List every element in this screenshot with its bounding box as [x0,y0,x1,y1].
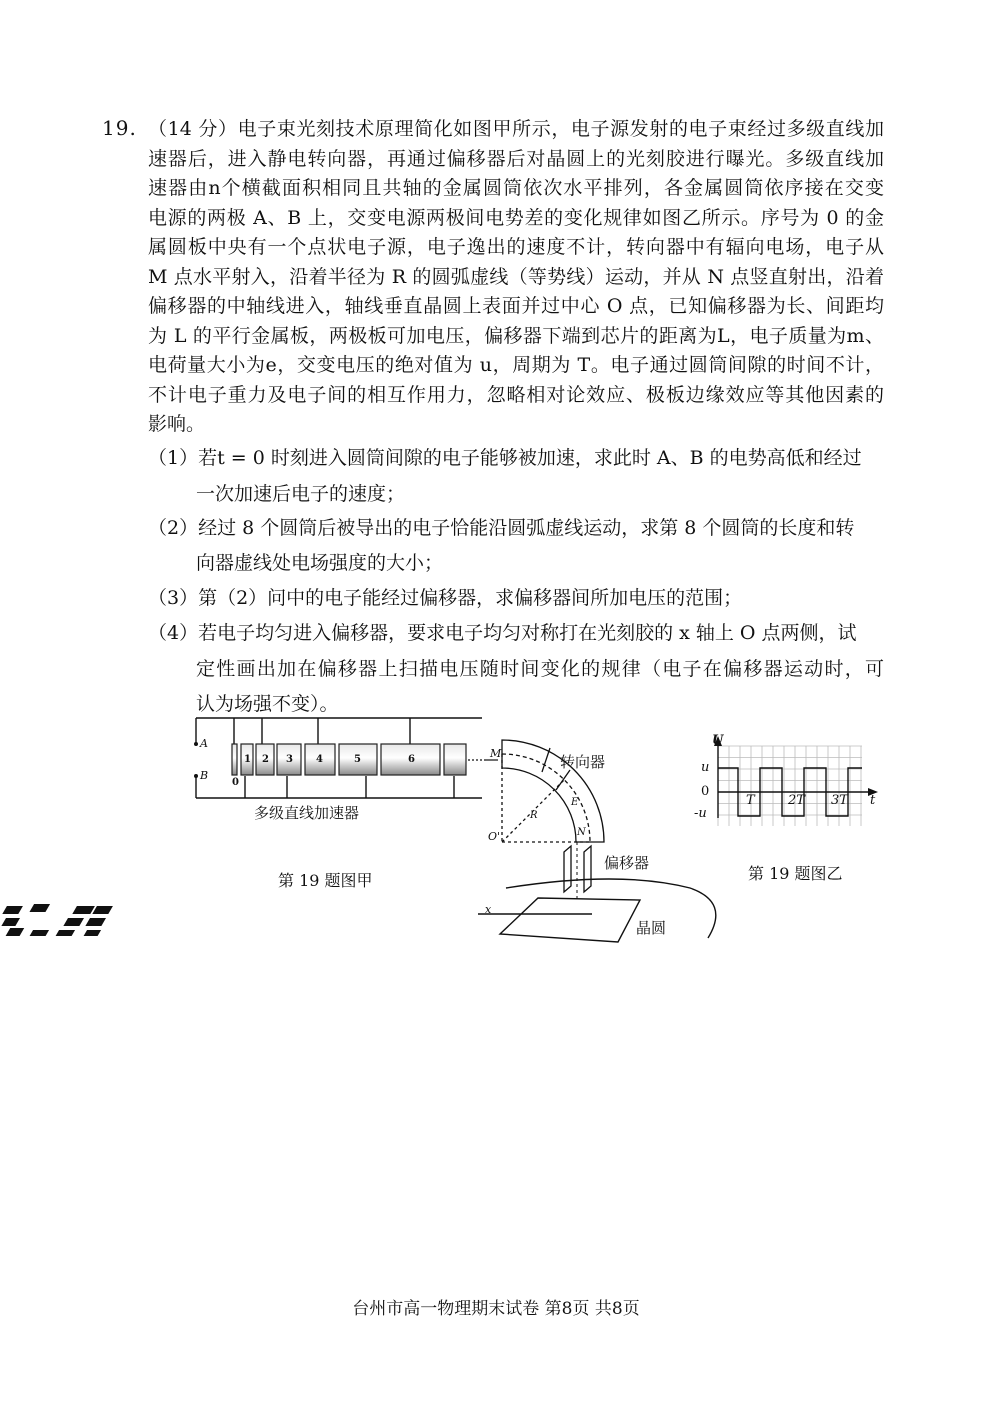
figure-yi-caption: 第 19 题图乙 [748,864,843,883]
stem-line: M 点水平射入，沿着半径为 R 的圆弧虚线（等势线）运动，并从 N 点竖直射出，沿着 [148,265,884,288]
graph-y-axis-label: U [712,733,724,748]
point-m-label: M [490,747,502,760]
graph-tick-t: T [746,793,755,808]
turner-label: 转向器 [560,753,606,771]
stem-line: 影响。 [148,413,206,435]
sub-question-4: （4）若电子均匀进入偏移器，要求电子均匀对称打在光刻胶的 x 轴上 O 点两侧，试 [148,622,857,644]
page-footer: 台州市高一物理期末试卷 第8页 共8页 [352,1299,640,1319]
graph-y-neg-label: -u [694,806,707,821]
stem-line: 速器后，进入静电转向器，再通过偏移器后对晶圆上的光刻胶进行曝光。多级直线加 [148,147,884,170]
stem-line: 为 L 的平行金属板，两极板可加电压，偏移器下端到芯片的距离为L，电子质量为m、 [148,324,884,347]
sub-question-1-cont: 一次加速后电子的速度； [196,483,406,505]
tube-number-label: 1 [244,754,251,765]
tube-number-label: 4 [316,754,323,765]
graph-x-axis-label: t [870,793,876,808]
sub-question-4-cont: 定性画出加在偏移器上扫描电压随时间变化的规律（电子在偏移器运动时，可 [196,658,884,680]
stem-line: 速器由n个横截面积相同且共轴的金属圆筒依次水平排列，各金属圆筒依序接在交变 [148,177,884,199]
figure-jia-caption: 第 19 题图甲 [278,871,373,890]
pole-b-label: B [200,769,209,782]
sub-question-3: （3）第（2）问中的电子能经过偏移器，求偏移器间所加电压的范围； [148,587,743,609]
radius-label: R [530,810,538,821]
tube-number-label: 6 [408,754,415,765]
stem-line: 属圆板中央有一个点状电子源，电子逸出的速度不计，转向器中有辐向电场，电子从 [148,236,884,258]
sub-question-1: （1）若t = 0 时刻进入圆筒间隙的电子能够被加速，求此时 A、B 的电势高低和经过 [148,447,862,469]
accelerator-label: 多级直线加速器 [254,804,360,822]
tube-number-label: 5 [354,754,361,765]
stem-line: （14 分）电子束光刻技术原理简化如图甲所示，电子源发射的电子束经过多级直线加 [148,118,884,140]
stem-line: 不计电子重力及电子间的相互作用力，忽略相对论效应、极板边缘效应等其他因素的 [148,383,884,406]
tube-number-label: 3 [286,754,293,765]
point-n-label: N [577,827,586,838]
stem-line: 电荷量大小为e，交变电压的绝对值为 u，周期为 T。电子通过圆筒间隙的时间不计， [148,354,884,376]
stem-line: 电源的两极 A、B 上，交变电源两极间电势差的变化规律如图乙所示。序号为 0 的金 [148,206,884,229]
pole-a-label: A [200,737,208,750]
graph-tick-3t: 3T [831,793,848,808]
graph-y-pos-label: u [701,760,710,775]
point-e-label: E [571,797,579,808]
graph-zero-label: 0 [701,784,710,799]
square-wave-graph [714,736,878,826]
wafer [478,879,716,942]
graph-tick-2t: 2T [788,793,805,808]
stem-line: 偏移器的中轴线进入，轴线垂直晶圆上表面并过中心 O 点，已知偏移器为长、间距均 [148,295,884,317]
deflector-label: 偏移器 [604,854,650,872]
point-o-label: O' [488,830,501,843]
sub-question-2: （2）经过 8 个圆筒后被导出的电子恰能沿圆弧虚线运动，求第 8 个圆筒的长度和转 [148,517,855,539]
sub-question-2-cont: 向器虚线处电场强度的大小； [196,552,444,574]
wafer-chips [1,904,113,936]
wafer-label: 晶圆 [636,919,667,937]
tube-number-label: 2 [262,754,269,765]
axis-x-label: x [485,903,492,916]
sub-question-4-cont2: 认为场强不变）。 [196,693,339,715]
tube-number-label: 0 [232,777,239,788]
question-number: 19. [102,116,137,140]
